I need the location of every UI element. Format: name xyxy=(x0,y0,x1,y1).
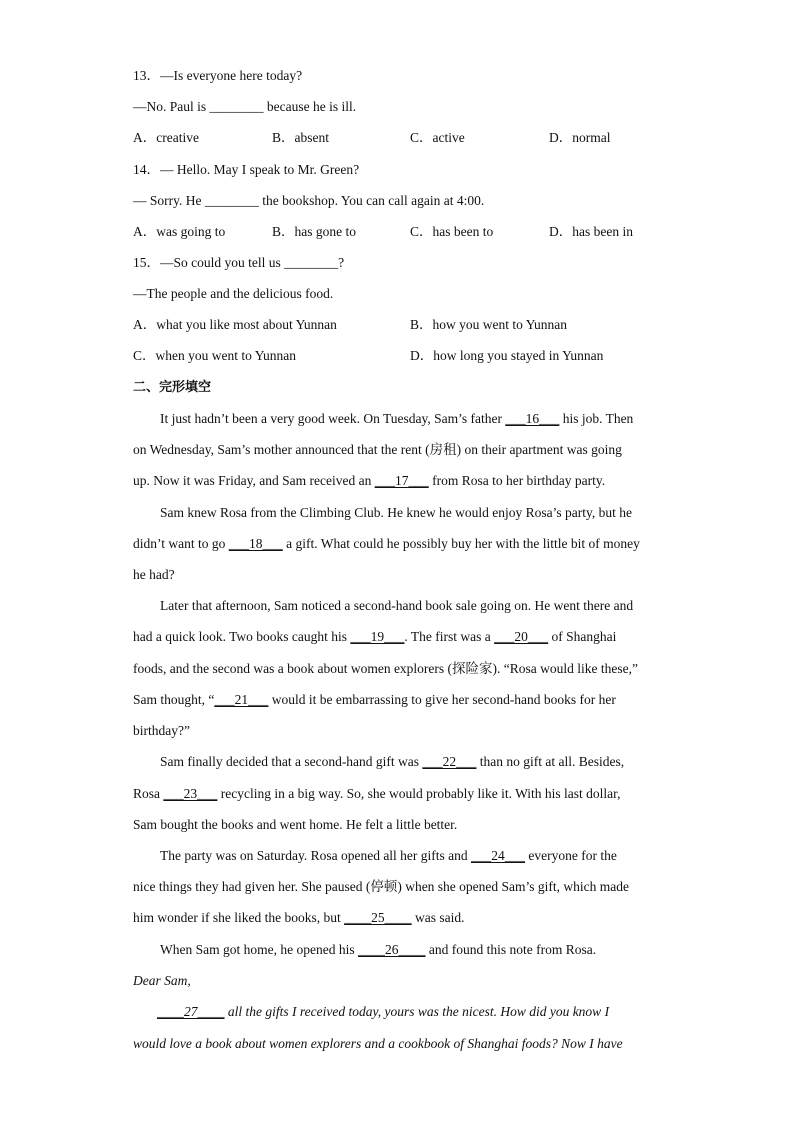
passage-text: The party was on Saturday. Rosa opened all her gifts and xyxy=(160,848,472,863)
question-15-option-a: A．what you like most about Yunnan xyxy=(133,317,337,332)
passage-line xyxy=(133,535,640,553)
passage-line xyxy=(157,1003,609,1021)
question-14-stem: 14．— Hello. May I speak to Mr. Green? xyxy=(133,162,360,177)
blank-22: ___22___ xyxy=(422,754,477,769)
blank-17: ___17___ xyxy=(374,473,429,488)
passage-line xyxy=(133,628,616,646)
question-13-option-b: B．absent xyxy=(272,130,329,145)
passage-line xyxy=(160,847,617,865)
question-13-stem: 13．—Is everyone here today? xyxy=(133,68,303,83)
passage-text: recycling in a big way. So, she would probably like it. With his last dollar, xyxy=(217,786,621,801)
passage-text: all the gifts I received today, yours was the nicest. How did you know I xyxy=(224,1004,610,1019)
passage-text: his job. Then xyxy=(559,411,634,426)
passage-text: It just hadn’t been a very good week. On Tuesday, Sam’s father xyxy=(160,411,506,426)
passage-line: Sam knew Rosa from the Climbing Club. He knew he would enjoy Rosa’s party, but he xyxy=(160,505,632,520)
question-14-option-d: D．has been in xyxy=(549,224,633,239)
blank-25: ____25____ xyxy=(344,910,412,925)
passage-line xyxy=(160,753,624,771)
passage-line xyxy=(133,472,605,490)
passage-text: Sam thought, “ xyxy=(133,692,215,707)
passage-text: Rosa xyxy=(133,786,164,801)
passage-line xyxy=(133,909,464,927)
blank-19: ___19___ xyxy=(350,629,405,644)
question-13-option-d: D．normal xyxy=(549,130,611,145)
passage-text: had a quick look. Two books caught his xyxy=(133,629,351,644)
question-15-option-c: C．when you went to Yunnan xyxy=(133,348,296,363)
passage-text: everyone for the xyxy=(525,848,617,863)
passage-line xyxy=(133,785,620,803)
passage-text: up. Now it was Friday, and Sam received an xyxy=(133,473,375,488)
passage-line: he had? xyxy=(133,567,175,582)
passage-line: Sam bought the books and went home. He felt a little better. xyxy=(133,817,458,832)
question-14-option-a: A．was going to xyxy=(133,224,226,239)
blank-23: ___23___ xyxy=(163,786,218,801)
question-14-reply: — Sorry. He ________ the bookshop. You can call again at 4:00. xyxy=(133,193,485,208)
blank-24: ___24___ xyxy=(471,848,526,863)
question-14-option-b: B．has gone to xyxy=(272,224,356,239)
passage-line: on Wednesday, Sam’s mother announced that the rent (房租) on their apartment was going xyxy=(133,442,622,457)
passage-line xyxy=(160,941,596,959)
blank-21: ___21___ xyxy=(214,692,269,707)
letter-greeting: Dear Sam, xyxy=(133,973,191,988)
question-15-reply: —The people and the delicious food. xyxy=(133,286,334,301)
passage-text: a gift. What could he possibly buy her with the little bit of money xyxy=(282,536,640,551)
passage-text: . The first was a xyxy=(404,629,495,644)
passage-line: Later that afternoon, Sam noticed a second-hand book sale going on. He went there and xyxy=(160,598,634,613)
passage-text: of Shanghai xyxy=(548,629,617,644)
blank-16: ___16___ xyxy=(505,411,560,426)
question-13-reply: —No. Paul is ________ because he is ill. xyxy=(133,99,357,114)
question-15-stem: 15．—So could you tell us ________? xyxy=(133,255,345,270)
passage-line: would love a book about women explorers and a cookbook of Shanghai foods? Now I have xyxy=(133,1036,623,1051)
passage-text: didn’t want to go xyxy=(133,536,229,551)
passage-text: from Rosa to her birthday party. xyxy=(428,473,606,488)
question-13-option-c: C．active xyxy=(410,130,465,145)
passage-text: would it be embarrassing to give her second-hand books for her xyxy=(268,692,616,707)
question-15-option-d: D．how long you stayed in Yunnan xyxy=(410,348,604,363)
blank-18: ___18___ xyxy=(228,536,283,551)
passage-line: birthday?” xyxy=(133,723,190,738)
blank-20: ___20___ xyxy=(494,629,549,644)
passage-text: was said. xyxy=(411,910,465,925)
passage-line xyxy=(133,691,616,709)
passage-line xyxy=(160,410,633,428)
passage-text: him wonder if she liked the books, but xyxy=(133,910,345,925)
question-14-option-c: C．has been to xyxy=(410,224,494,239)
question-13-option-a: A．creative xyxy=(133,130,199,145)
passage-text: When Sam got home, he opened his xyxy=(160,942,358,957)
section-title: 二、完形填空 xyxy=(133,380,212,395)
passage-text: Sam finally decided that a second-hand gift was xyxy=(160,754,423,769)
passage-line: foods, and the second was a book about women explorers (探险家). “Rosa would like these,” xyxy=(133,661,639,676)
passage-line: nice things they had given her. She paused (停顿) when she opened Sam’s gift, which made xyxy=(133,879,630,894)
blank-27: ____27____ xyxy=(157,1004,225,1019)
passage-text: than no gift at all. Besides, xyxy=(476,754,625,769)
question-15-option-b: B．how you went to Yunnan xyxy=(410,317,567,332)
passage-text: and found this note from Rosa. xyxy=(425,942,597,957)
blank-26: ____26____ xyxy=(357,942,426,957)
